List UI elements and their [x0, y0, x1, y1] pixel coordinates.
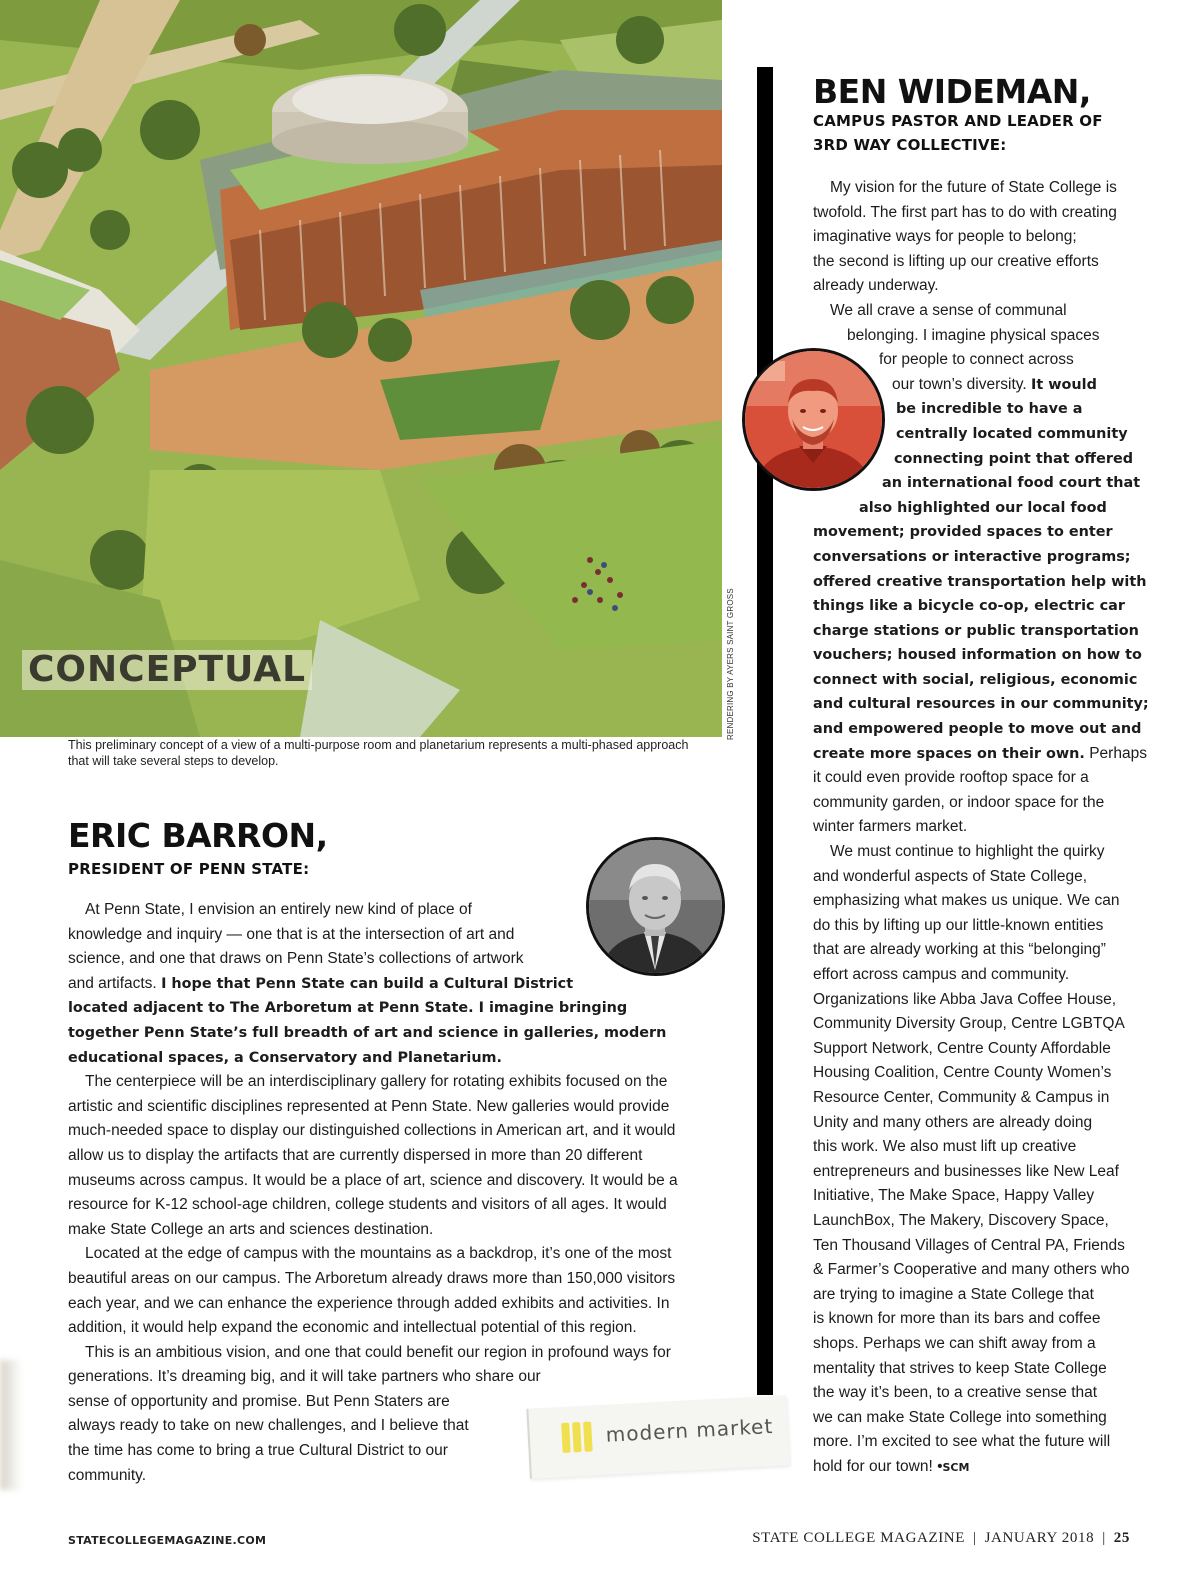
- end-mark: SCM: [942, 1460, 970, 1474]
- bold-text-line: [813, 717, 1153, 742]
- bold-text-line: [813, 742, 1153, 767]
- bold-text-run: conversations or interactive programs;: [813, 548, 1131, 565]
- text-run: are trying to imagine a State College that: [813, 1285, 1094, 1303]
- barron-role-heading: PRESIDENT OF PENN STATE:: [68, 860, 310, 878]
- bold-text-run: connect with social, religious, economic: [813, 671, 1138, 688]
- text-line: allow us to display the artifacts that are currently dispersed in more than 20 different: [68, 1146, 643, 1164]
- text-run: do this by lifting up our little-known entities: [813, 916, 1104, 934]
- text-line: [813, 1455, 1153, 1480]
- text-run: already underway.: [813, 277, 939, 295]
- text-run: twofold. The first part has to do with creating: [813, 203, 1117, 221]
- conceptual-stamp: CONCEPTUAL: [22, 650, 312, 690]
- modern-market-logo-icon: [561, 1421, 593, 1453]
- page-edge-smudge: [0, 1360, 22, 1490]
- text-run: LaunchBox, The Makery, Discovery Space,: [813, 1211, 1109, 1229]
- text-run: is known for more than its bars and coffee: [813, 1310, 1101, 1328]
- bold-text-line: [813, 496, 1153, 521]
- barron-name-heading: ERIC BARRON,: [68, 816, 328, 855]
- wideman-role-line: 3RD WAY COLLECTIVE:: [813, 136, 1007, 154]
- bold-text-line: together Penn State’s full breadth of art and science in galleries, modern: [68, 1024, 667, 1041]
- column-rule: [757, 67, 773, 1395]
- text-line: [813, 201, 1153, 226]
- text-run: we can make State College into something: [813, 1408, 1107, 1426]
- text-line: Located at the edge of campus with the mountains as a backdrop, it’s one of the most: [85, 1245, 672, 1263]
- footer-publication: STATE COLLEGE MAGAZINE: [752, 1530, 965, 1546]
- bold-text-line: [813, 668, 1153, 693]
- text-line: [813, 1184, 1153, 1209]
- text-line: [813, 840, 1153, 865]
- bold-text-run: create more spaces on their own.: [813, 745, 1085, 762]
- text-run: entrepreneurs and businesses like New Leaf: [813, 1162, 1119, 1180]
- text-run: Housing Coalition, Centre County Women’s: [813, 1064, 1112, 1082]
- wideman-role-line: CAMPUS PASTOR AND LEADER OF: [813, 112, 1103, 130]
- bold-text-line: [813, 643, 1153, 668]
- text-line: [813, 963, 1153, 988]
- text-line: [813, 1307, 1153, 1332]
- text-line: [813, 1061, 1153, 1086]
- text-line: [813, 865, 1153, 890]
- text-run: shops. Perhaps we can shift away from a: [813, 1334, 1096, 1352]
- text-line: [813, 1234, 1153, 1259]
- text-run: Initiative, The Make Space, Happy Valley: [813, 1187, 1095, 1205]
- text-line: always ready to take on new challenges, and I believe that: [68, 1417, 469, 1435]
- text-line: [813, 938, 1153, 963]
- text-run: winter farmers market.: [813, 818, 968, 836]
- text-run: for people to connect across: [879, 351, 1074, 369]
- modern-market-ad-text: modern market: [605, 1413, 774, 1447]
- text-run: this work. We also must lift up creative: [813, 1138, 1077, 1156]
- text-line: addition, it would help expand the economic and intellectual potential of this region.: [68, 1319, 637, 1337]
- text-line: [813, 1012, 1153, 1037]
- text-line: [813, 299, 1153, 324]
- text-line: each year, and we can enhance the experience through added exhibits and activities. In: [68, 1294, 670, 1312]
- bold-text-run: movement; provided spaces to enter: [813, 524, 1113, 541]
- text-line: [813, 914, 1153, 939]
- text-line: [813, 1209, 1153, 1234]
- text-line: make State College an arts and sciences destination.: [68, 1220, 434, 1238]
- text-line: knowledge and inquiry — one that is at the intersection of art and: [68, 925, 515, 943]
- footer-folio: [752, 1530, 1130, 1547]
- text-line: [813, 225, 1153, 250]
- bold-text-line: [813, 619, 1153, 644]
- bold-text-run: also highlighted our local food: [859, 499, 1107, 516]
- text-line: [813, 1283, 1153, 1308]
- text-line: [813, 1111, 1153, 1136]
- text-line: [813, 324, 1153, 349]
- text-run: it could even provide rooftop space for a: [813, 769, 1089, 787]
- bold-text-run: I hope that Penn State can build a Cultural District: [161, 975, 574, 992]
- bold-text-run: offered creative transportation help with: [813, 573, 1147, 590]
- rendering-artwork: [0, 0, 722, 737]
- text-line: At Penn State, I envision an entirely new kind of place of: [85, 901, 472, 918]
- text-run: and wonderful aspects of State College,: [813, 867, 1088, 885]
- text-run: the second is lifting up our creative efforts: [813, 252, 1099, 270]
- bold-text-run: vouchers; housed information on how to: [813, 647, 1142, 664]
- text-line: [813, 1381, 1153, 1406]
- bold-text-run: charge stations or public transportation: [813, 622, 1139, 639]
- text-run: emphasizing what makes us unique. We can: [813, 892, 1120, 910]
- text-line: [813, 1135, 1153, 1160]
- wideman-name-heading: BEN WIDEMAN,: [813, 72, 1091, 111]
- text-run: that are already working at this “belonging”: [813, 941, 1106, 959]
- bold-text-line: [813, 422, 1153, 447]
- text-line: [813, 889, 1153, 914]
- text-line: beautiful areas on our campus. The Arboretum already draws more than 150,000 visitors: [68, 1269, 676, 1287]
- bold-text-line: [813, 594, 1153, 619]
- text-line: [813, 1430, 1153, 1455]
- bold-text-line: [813, 520, 1153, 545]
- text-run: Perhaps: [1089, 744, 1147, 762]
- text-line: artistic and scientific disciplines represented at Penn State. New galleries would provide: [68, 1097, 670, 1115]
- bold-text-line: educational spaces, a Conservatory and Planetarium.: [68, 1049, 503, 1066]
- bold-text-run: and empowered people to move out and: [813, 721, 1142, 738]
- text-run: Unity and many others are already doing: [813, 1113, 1093, 1131]
- text-run: belonging. I imagine physical spaces: [847, 326, 1100, 344]
- text-line: This is an ambitious vision, and one that could benefit our region in profound ways for: [85, 1343, 671, 1361]
- bold-text-run: centrally located community: [896, 425, 1128, 442]
- bold-text-run: It would: [1030, 376, 1097, 393]
- text-run: We all crave a sense of communal: [830, 301, 1067, 319]
- bold-text-line: [813, 692, 1153, 717]
- text-line: [813, 1332, 1153, 1357]
- text-run: mentality that strives to keep State College: [813, 1359, 1107, 1377]
- text-run: Resource Center, Community & Campus in: [813, 1088, 1110, 1106]
- text-run: & Farmer’s Cooperative and many others who: [813, 1261, 1130, 1279]
- text-line: [813, 348, 1153, 373]
- bold-text-run: connecting point that offered: [894, 450, 1134, 467]
- bold-text-run: be incredible to have a: [896, 401, 1083, 418]
- bold-text-line: located adjacent to The Arboretum at Penn State. I imagine bringing: [68, 1000, 628, 1017]
- text-line: [813, 1086, 1153, 1111]
- text-run: My vision for the future of State College is: [830, 179, 1117, 196]
- image-caption: This preliminary concept of a view of a multi-purpose room and planetarium represents a multi-phased approach that will take several steps to develop.: [68, 738, 689, 768]
- bold-text-line: [813, 447, 1153, 472]
- text-line: generations. It’s dreaming big, and it will take partners who share our: [68, 1368, 541, 1386]
- wideman-body-text: [813, 176, 1153, 1479]
- bold-text-line: [813, 397, 1153, 422]
- text-line: [813, 988, 1153, 1013]
- text-line: [813, 250, 1153, 275]
- bold-text-run: and cultural resources in our community;: [813, 696, 1149, 713]
- text-run: and artifacts.: [68, 974, 157, 992]
- text-run: We must continue to highlight the quirky: [830, 843, 1105, 861]
- text-line: science, and one that draws on Penn State’s collections of artwork: [68, 950, 524, 968]
- text-run: community garden, or indoor space for the: [813, 793, 1105, 811]
- bold-text-line: [813, 471, 1153, 496]
- text-run: effort across campus and community.: [813, 966, 1070, 983]
- footer-page-number: 25: [1113, 1530, 1130, 1546]
- bold-text-line: [813, 545, 1153, 570]
- bold-text-line: [813, 570, 1153, 595]
- bold-text-run: an international food court that: [882, 475, 1141, 492]
- text-run: Organizations like Abba Java Coffee House,: [813, 990, 1117, 1008]
- text-line: [813, 815, 1153, 840]
- footer-website[interactable]: STATECOLLEGEMAGAZINE.COM: [68, 1534, 267, 1547]
- text-run: the way it’s been, to a creative sense that: [813, 1384, 1098, 1402]
- campus-rendering-illustration: [0, 0, 722, 737]
- text-line: The centerpiece will be an interdisciplinary gallery for rotating exhibits focused on the: [85, 1073, 668, 1091]
- text-line: [813, 1037, 1153, 1062]
- text-line: much-needed space to display our distinguished collections in American art, and it would: [68, 1122, 676, 1140]
- text-run: more. I’m excited to see what the future will: [813, 1433, 1111, 1451]
- text-line: [813, 766, 1153, 791]
- footer-separator: |: [1102, 1530, 1106, 1546]
- text-line: [813, 1357, 1153, 1382]
- text-line: [813, 274, 1153, 299]
- text-line: [813, 373, 1153, 398]
- text-run: our town’s diversity.: [892, 375, 1027, 393]
- text-line: sense of opportunity and promise. But Penn Staters are: [68, 1392, 450, 1410]
- text-line: the time has come to bring a true Cultural District to our: [68, 1442, 448, 1460]
- text-run: Community Diversity Group, Centre LGBTQA: [813, 1015, 1125, 1033]
- footer-separator: |: [973, 1530, 977, 1546]
- modern-market-advertisement[interactable]: [526, 1395, 789, 1479]
- wideman-role-heading: [813, 109, 1103, 157]
- photo-credit: [722, 590, 738, 740]
- barron-body-text: [68, 898, 728, 1488]
- footer-issue: JANUARY 2018: [984, 1530, 1095, 1546]
- text-line: community.: [68, 1466, 147, 1484]
- text-line: [813, 1406, 1153, 1431]
- text-line: [813, 1258, 1153, 1283]
- text-run: Support Network, Centre County Affordable: [813, 1039, 1111, 1057]
- text-run: hold for our town! •: [813, 1457, 943, 1475]
- text-line: [813, 791, 1153, 816]
- text-line: [813, 1160, 1153, 1185]
- text-run: imaginative ways for people to belong;: [813, 228, 1077, 246]
- text-line: [68, 972, 728, 997]
- text-line: museums across campus. It would be a place of art, science and discovery. It would be a: [68, 1171, 678, 1189]
- text-run: Ten Thousand Villages of Central PA, Friends: [813, 1236, 1125, 1254]
- bold-text-run: things like a bicycle co-op, electric car: [813, 598, 1125, 615]
- text-line: [813, 176, 1153, 201]
- text-line: resource for K-12 school-age children, college students and visitors of all ages. It would: [68, 1196, 667, 1214]
- photo-credit-text: RENDERING BY AYERS SAINT GROSS: [726, 588, 735, 740]
